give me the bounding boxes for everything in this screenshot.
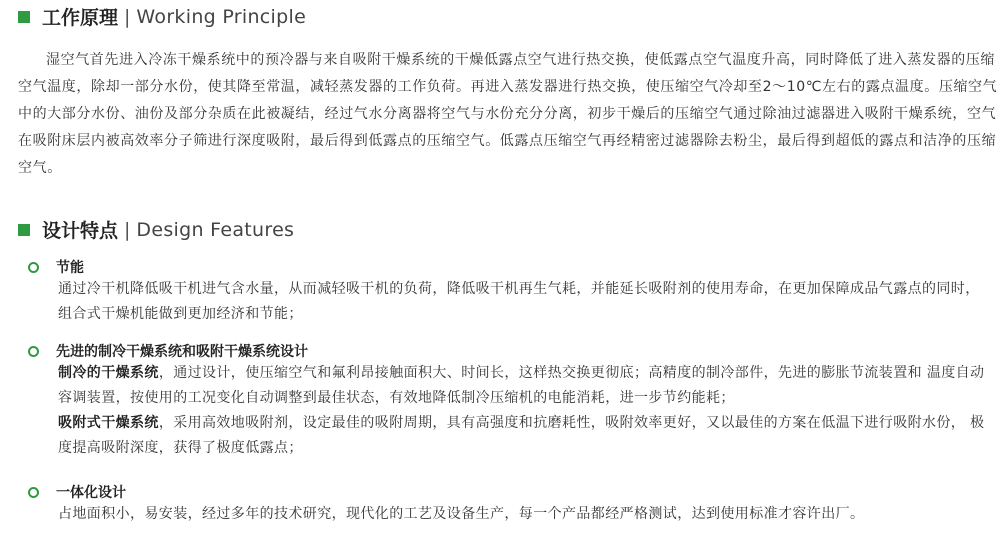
green-circle-icon (28, 346, 39, 357)
feature-body-text: 通过冷干机降低吸干机进气含水量，从而减轻吸干机的负荷，降低吸干机再生气耗，并能延长吸附剂的使用寿命，在更加保障成品气露点的同时，组合式干燥机能做到更加经济和节能； (58, 281, 980, 322)
feature-item-text: ，通过设计，使压缩空气和氟利昂接触面积大、时间长，这样热交换更彻底；高精度的制冷部件，先进的膨胀节流装置和 温度自动容调装置，按使用的工况变化自动调整到最佳状态，有效地降低制冷压缩机的电能消耗，进一步节约能耗； (58, 365, 985, 406)
heading-en: Working Principle (136, 5, 307, 28)
feature-title (28, 257, 993, 277)
heading-separator: | (124, 5, 131, 28)
feature-title (28, 341, 993, 361)
working-principle-paragraph: 湿空气首先进入冷冻干燥系统中的预冷器与来自吸附干燥系统的干燥低露点空气进行热交换，使低露点空气温度升高，同时降低了进入蒸发器的压缩空气温度，除却一部分水份，使其降至常温，减轻蒸发器的工作负荷。再进入蒸发器进行热交换，使压缩空气冷却至2～10℃左右的露点温度。压缩空气中的大部分水份、油份及部分杂质在此被凝结，经过气水分离器将空气与水份充分分离，初步干燥后的压缩空气通过除油过滤器进入吸附干燥系统，空气在吸附床层内被高效率分子筛进行深度吸附，最后得到低露点的压缩空气。低露点压缩空气再经精密过滤器除去粉尘，最后得到超低的露点和洁净的压缩空气。 (18, 52, 998, 176)
green-circle-icon (28, 262, 39, 273)
section-heading-design-features (18, 216, 294, 243)
feature-energy-saving (28, 257, 993, 327)
feature-body (58, 361, 993, 461)
feature-body-text: 占地面积小，易安装，经过多年的技术研究，现代化的工艺及设备生产，每一个产品都经严格测试，达到使用标准才容许出厂。 (58, 506, 865, 522)
heading-separator: | (124, 218, 131, 241)
green-square-icon (18, 11, 30, 23)
feature-item-refrigeration (58, 361, 993, 411)
heading-cn: 工作原理 (42, 7, 119, 29)
heading-cn: 设计特点 (42, 220, 119, 242)
feature-body (58, 502, 993, 527)
feature-title (28, 482, 993, 502)
heading-en: Design Features (136, 218, 295, 241)
feature-body (58, 277, 993, 327)
feature-title-text: 先进的制冷干燥系统和吸附干燥系统设计 (56, 344, 308, 360)
feature-item-text: ，采用高效地吸附剂，设定最佳的吸附周期，具有高强度和抗磨耗性，吸附效率更好，又以最佳的方案在低温下进行吸附水份， 极度提高吸附深度，获得了极度低露点； (58, 415, 985, 456)
feature-item-lead: 吸附式干燥系统 (58, 415, 159, 431)
feature-item-adsorption (58, 411, 993, 461)
feature-advanced-design (28, 341, 993, 461)
green-square-icon (18, 224, 30, 236)
section-heading-working-principle (18, 3, 306, 30)
feature-item-lead: 制冷的干燥系统 (58, 365, 159, 381)
feature-title-text: 一体化设计 (56, 485, 126, 501)
green-circle-icon (28, 487, 39, 498)
feature-title-text: 节能 (56, 260, 84, 276)
feature-integrated-design (28, 482, 993, 527)
